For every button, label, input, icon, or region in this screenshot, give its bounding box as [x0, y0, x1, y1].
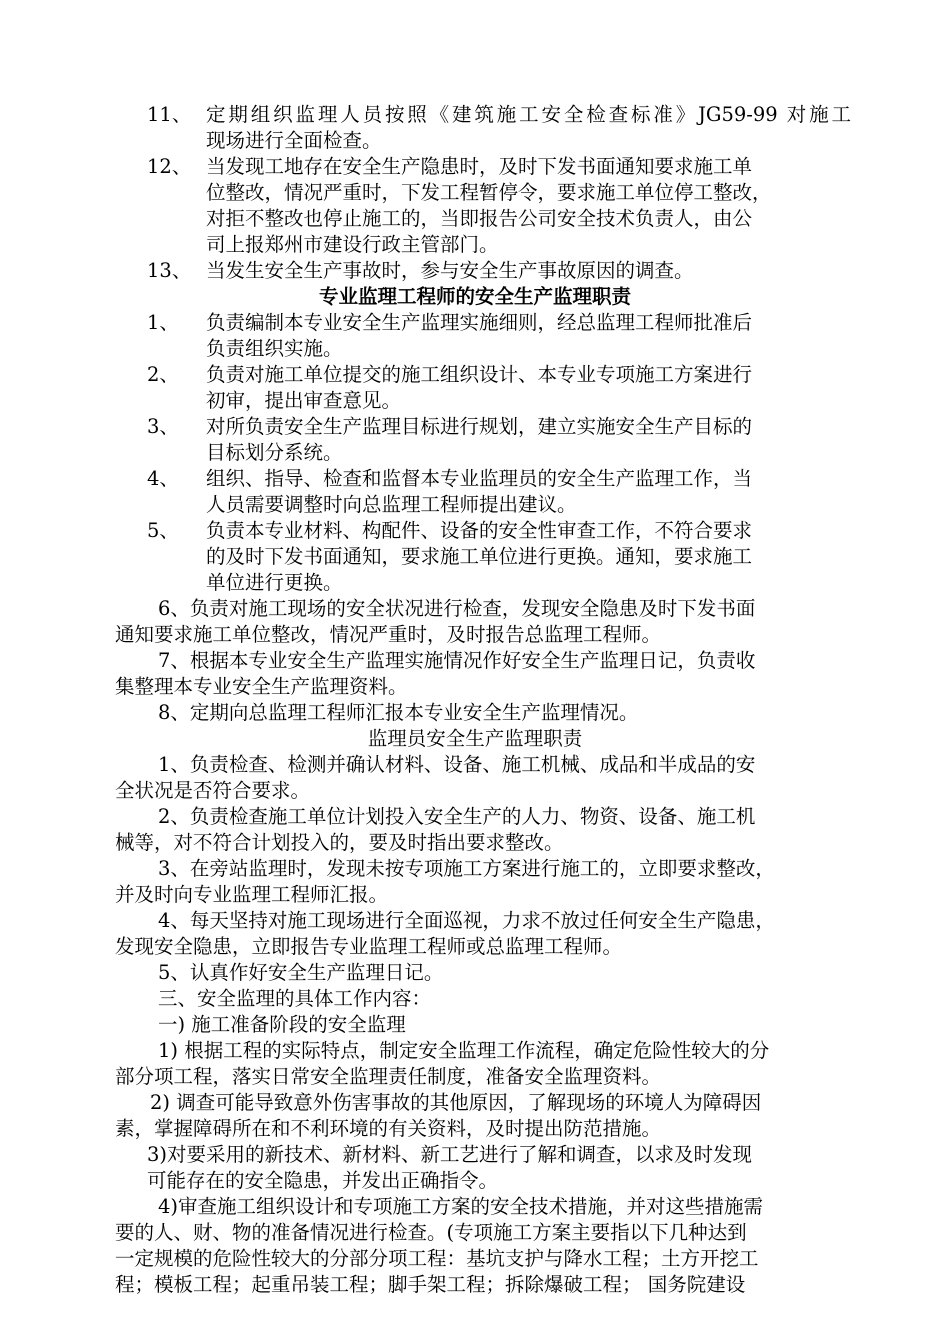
- paragraph-line: 全状况是否符合要求。: [115, 779, 311, 802]
- list-number: 3、: [147, 415, 179, 438]
- list-item-text: 目标划分系统。: [206, 441, 343, 464]
- list-item-text: 负责本专业材料、构配件、设备的安全性审查工作，不符合要求: [206, 519, 753, 542]
- list-item-text: 组织、指导、检查和监督本专业监理员的安全生产监理工作，当: [206, 467, 753, 490]
- paragraph-line: 3、在旁站监理时，发现未按专项施工方案进行施工的，立即要求整改，: [158, 857, 775, 880]
- section-title: 三、安全监理的具体工作内容：: [158, 987, 432, 1010]
- list-item-text: 人员需要调整时向总监理工程师提出建议。: [206, 493, 577, 516]
- paragraph-line: 5、认真作好安全生产监理日记。: [158, 961, 444, 984]
- list-number: 5、: [147, 519, 179, 542]
- paragraph-line: 要的人、财、物的准备情况进行检查。(专项施工方案主要指以下几种达到: [115, 1221, 747, 1244]
- list-item-text: 当发生安全生产事故时，参与安全生产事故原因的调查。: [206, 259, 694, 282]
- paragraph-line: 械等，对不符合计划投入的，要及时指出要求整改。: [115, 831, 564, 854]
- list-item-text: 对拒不整改也停止施工的，当即报告公司安全技术负责人，由公: [206, 207, 753, 230]
- paragraph-line: 2、负责检查施工单位计划投入安全生产的人力、物资、设备、施工机: [158, 805, 756, 828]
- list-item-text: 司上报郑州市建设行政主管部门。: [206, 233, 499, 256]
- paragraph-line: 3)对要采用的新技术、新材料、新工艺进行了解和调查，以求及时发现: [147, 1143, 753, 1166]
- paragraph-line: 一定规模的危险性较大的分部分项工程：基坑支护与降水工程；土方开挖工: [115, 1247, 759, 1270]
- list-number: 13、: [147, 259, 192, 282]
- list-item-text: 负责编制本专业安全生产监理实施细则，经总监理工程师批准后: [206, 311, 753, 334]
- list-number: 4、: [147, 467, 179, 490]
- paragraph-line: 并及时向专业监理工程师汇报。: [115, 883, 389, 906]
- paragraph-line: 集整理本专业安全生产监理资料。: [115, 675, 408, 698]
- paragraph-line: 4)审查施工组织设计和专项施工方案的安全技术措施，并对这些措施需: [158, 1195, 764, 1218]
- paragraph-line: 4、每天坚持对施工现场进行全面巡视，力求不放过任何安全生产隐患，: [158, 909, 775, 932]
- paragraph-line: 1) 根据工程的实际特点，制定安全监理工作流程，确定危险性较大的分: [158, 1039, 770, 1062]
- section-heading: 专业监理工程师的安全生产监理职责: [318, 285, 631, 308]
- list-item-text: 负责对施工单位提交的施工组织设计、本专业专项施工方案进行: [206, 363, 753, 386]
- list-item-text: 对所负责安全生产监理目标进行规划，建立实施安全生产目标的: [206, 415, 753, 438]
- list-number: 2、: [147, 363, 179, 386]
- paragraph-line: 8、定期向总监理工程师汇报本专业安全生产监理情况。: [158, 701, 639, 724]
- paragraph-line: 可能存在的安全隐患，并发出正确指令。: [147, 1169, 499, 1192]
- section-heading: 监理员安全生产监理职责: [367, 727, 583, 750]
- list-number: 11、: [147, 103, 192, 126]
- paragraph-line: 1、负责检查、检测并确认材料、设备、施工机械、成品和半成品的安: [158, 753, 756, 776]
- list-item-text: 负责组织实施。: [206, 337, 343, 360]
- list-item-text: 当发现工地存在安全生产隐患时，及时下发书面通知要求施工单: [206, 155, 753, 178]
- paragraph-line: 部分项工程，落实日常安全监理责任制度，准备安全监理资料。: [115, 1065, 662, 1088]
- paragraph-line: 6、负责对施工现场的安全状况进行检查，发现安全隐患及时下发书面: [158, 597, 756, 620]
- list-item-text: 单位进行更换。: [206, 571, 343, 594]
- list-item-text: 位整改，情况严重时，下发工程暂停令，要求施工单位停工整改，: [206, 181, 772, 204]
- list-item-text: 初审，提出审查意见。: [206, 389, 402, 412]
- paragraph-line: 通知要求施工单位整改，情况严重时，及时报告总监理工程师。: [115, 623, 662, 646]
- paragraph-line: 素，掌握障碍所在和不利环境的有关资料，及时提出防范措施。: [115, 1117, 662, 1140]
- paragraph-line: 发现安全隐患，立即报告专业监理工程师或总监理工程师。: [115, 935, 623, 958]
- list-item-text: 定期组织监理人员按照《建筑施工安全检查标准》JG59-99 对施工: [206, 103, 851, 126]
- list-item-text: 现场进行全面检查。: [206, 129, 382, 152]
- paragraph-line: 2) 调查可能导致意外伤害事故的其他原因，了解现场的环境人为障碍因: [150, 1091, 762, 1114]
- paragraph-line: 7、根据本专业安全生产监理实施情况作好安全生产监理日记，负责收: [158, 649, 756, 672]
- list-number: 12、: [147, 155, 192, 178]
- subsection-title: 一) 施工准备阶段的安全监理: [158, 1013, 406, 1036]
- paragraph-line: 程；模板工程；起重吊装工程；脚手架工程；拆除爆破工程； 国务院建设: [115, 1273, 746, 1296]
- list-item-text: 的及时下发书面通知，要求施工单位进行更换。通知，要求施工: [206, 545, 753, 568]
- list-number: 1、: [147, 311, 179, 334]
